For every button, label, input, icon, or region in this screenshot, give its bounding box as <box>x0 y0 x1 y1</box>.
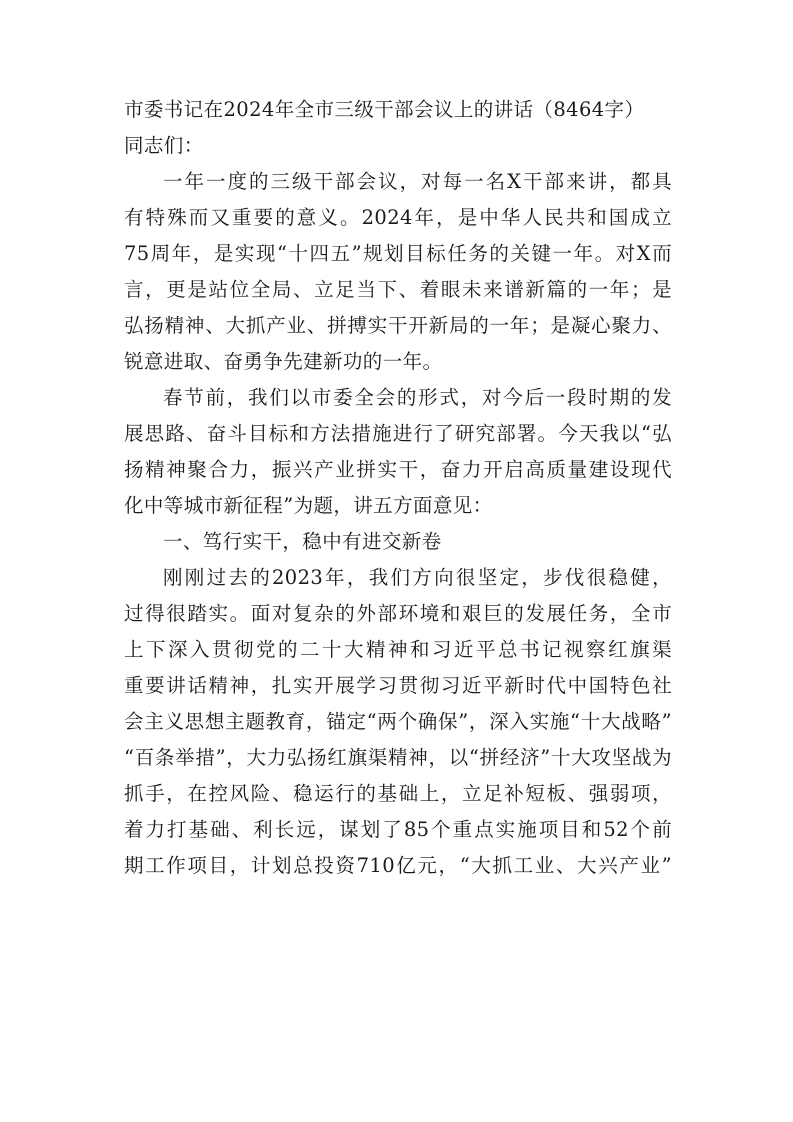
paragraph-line: 言，更是站位全局、立足当下、着眼未来谱新篇的一年；是 <box>124 278 672 301</box>
paragraph-line: 抓手，在控风险、稳运行的基础上，立足补短板、强弱项， <box>124 782 672 805</box>
paragraph-line: 展思路、奋斗目标和方法措施进行了研究部署。今天我以“弘 <box>124 422 672 445</box>
paragraph-intro <box>124 164 672 380</box>
paragraph-line: 刚刚过去的2023年，我们方向很坚定，步伐很稳健， <box>163 566 672 589</box>
paragraph-line: 有特殊而又重要的意义。2024年，是中华人民共和国成立 <box>124 206 672 229</box>
document-title: 市委书记在2024年全市三级干部会议上的讲话（8464字） <box>124 98 645 121</box>
paragraph-line: 75周年，是实现“十四五”规划目标任务的关键一年。对X而 <box>124 242 672 265</box>
paragraph-line: 着力打基础、利长远，谋划了85个重点实施项目和52个前 <box>124 818 672 841</box>
paragraph-line: 期工作项目，计划总投资710亿元，“大抓工业、大兴产业” <box>124 854 672 877</box>
paragraph-line: 一年一度的三级干部会议，对每一名X干部来讲，都具 <box>163 170 672 193</box>
paragraph-topic <box>124 380 672 524</box>
paragraph-line: 过得很踏实。面对复杂的外部环境和艰巨的发展任务，全市 <box>124 602 672 625</box>
paragraph-line: 春节前，我们以市委全会的形式，对今后一段时期的发 <box>163 386 672 409</box>
paragraph-line: 扬精神聚合力，振兴产业拼实干，奋力开启高质量建设现代 <box>124 458 672 481</box>
paragraph-line: 化中等城市新征程”为题，讲五方面意见： <box>124 494 493 517</box>
paragraph-line: “百条举措”，大力弘扬红旗渠精神，以“拼经济”十大攻坚战为 <box>124 746 672 769</box>
paragraph-review-2023 <box>124 560 672 884</box>
document-body <box>124 92 672 884</box>
paragraph-line: 重要讲话精神，扎实开展学习贯彻习近平新时代中国特色社 <box>124 674 672 697</box>
paragraph-line: 上下深入贯彻党的二十大精神和习近平总书记视察红旗渠 <box>124 638 672 661</box>
paragraph-line: 会主义思想主题教育，锚定“两个确保”，深入实施“十大战略” <box>124 710 672 733</box>
section-heading-text: 一、笃行实干，稳中有进交新卷 <box>163 530 442 553</box>
section-heading <box>124 524 672 560</box>
paragraph-line: 锐意进取、奋勇争先建新功的一年。 <box>124 350 443 373</box>
paragraph-line: 弘扬精神、大抓产业、拼搏实干开新局的一年；是凝心聚力、 <box>124 314 672 337</box>
salutation: 同志们： <box>124 134 204 157</box>
